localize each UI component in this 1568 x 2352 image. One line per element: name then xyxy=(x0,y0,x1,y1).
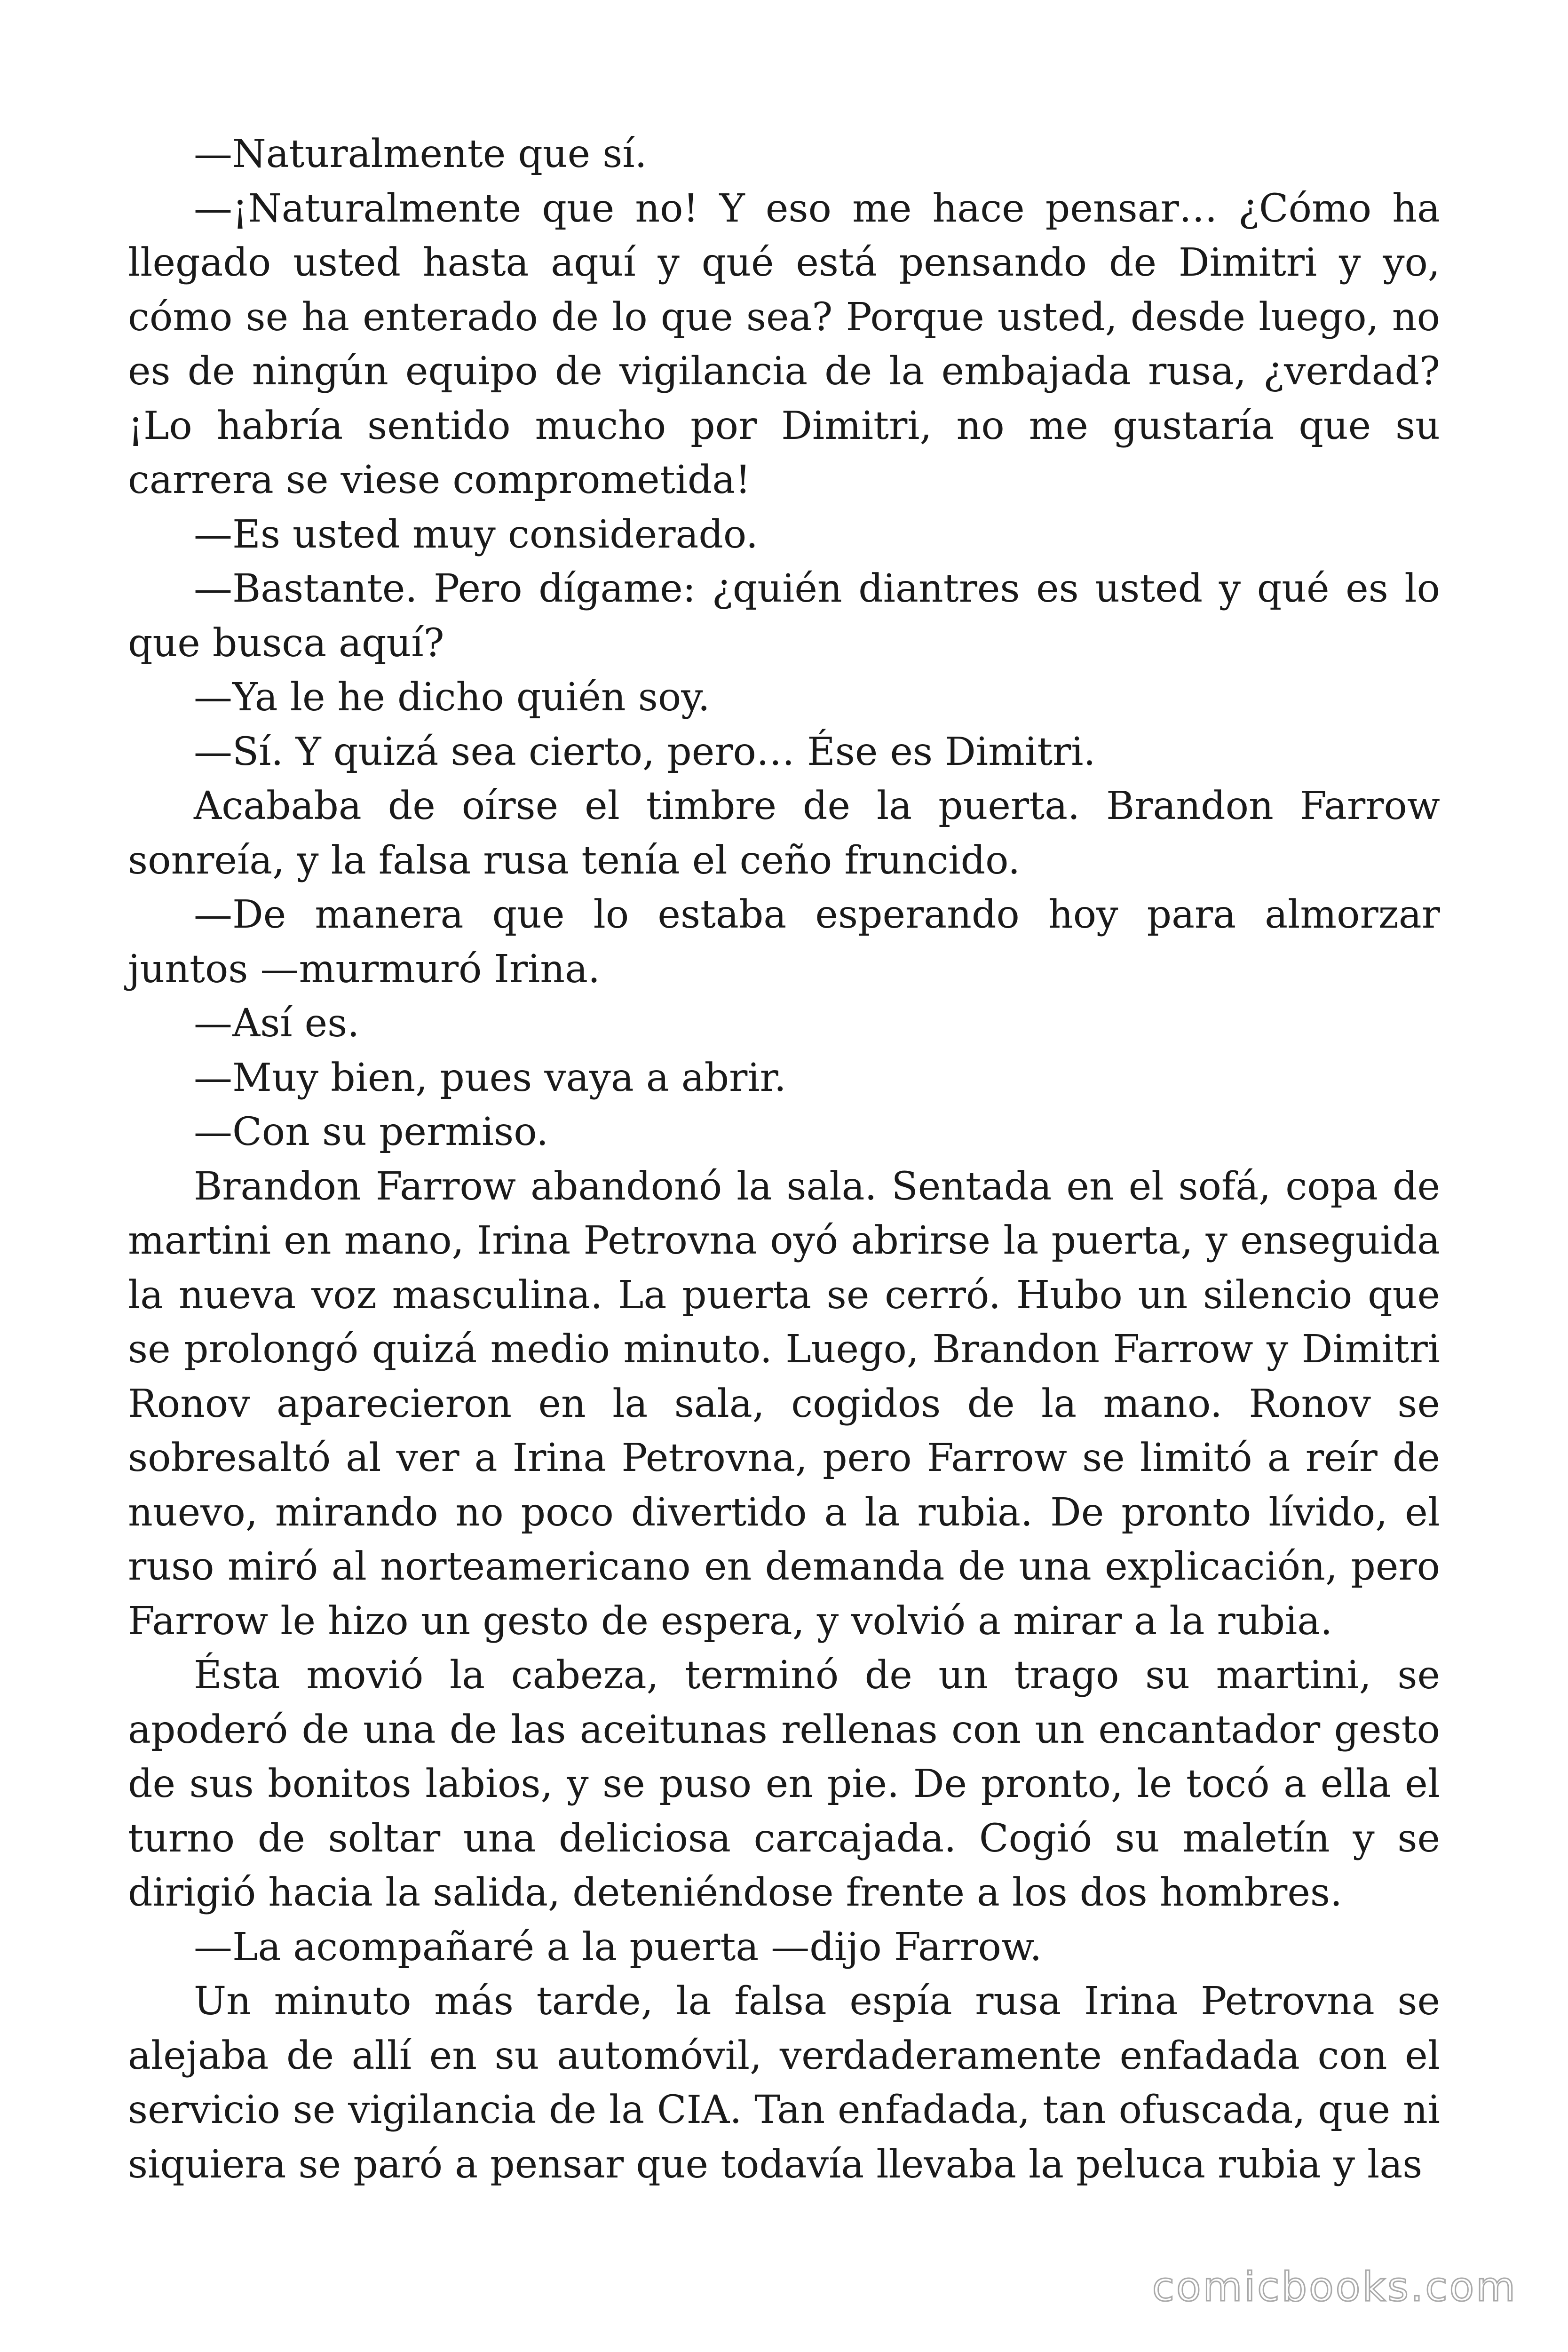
paragraph: —Es usted muy considerado. xyxy=(194,512,758,557)
paragraph: Brandon Farrow abandonó la sala. Sentada en el sofá, copa de martini en mano, Irina Petrovna oyó abrirse la puerta, y enseguida la nueva voz masculina. La puerta se cerró. Hubo un silencio que se prolongó quizá medio minuto. Luego, Brandon Farrow y Dimitri Ronov aparecieron en la sala, cogidos de la mano. Ronov se sobresaltó al ver a Irina Petrovna, pero Farrow se limitó a reír de nuevo, mirando no poco divertido a la rubia. De pronto lívido, el ruso miró al norteamericano en demanda de una explicación, pero Farrow le hizo un gesto de espera, y volvió a mirar a la rubia. xyxy=(128,1164,1440,1644)
book-page-text xyxy=(128,127,1440,2192)
paragraph: —Así es. xyxy=(194,1001,360,1046)
paragraph: —Sí. Y quizá sea cierto, pero… Ése es Dimitri. xyxy=(194,729,1096,774)
paragraph: Acababa de oírse el timbre de la puerta. Brandon Farrow sonreía, y la falsa rusa tenía el ceño fruncido. xyxy=(128,784,1440,883)
paragraph: —Ya le he dicho quién soy. xyxy=(194,675,710,720)
paragraph: —Naturalmente que sí. xyxy=(194,132,647,176)
paragraph: —La acompañaré a la puerta —dijo Farrow. xyxy=(194,1924,1042,1970)
paragraph: —De manera que lo estaba esperando hoy para almorzar juntos —murmuró Irina. xyxy=(128,892,1440,992)
paragraph: —Muy bien, pues vaya a abrir. xyxy=(194,1055,786,1100)
paragraph: Un minuto más tarde, la falsa espía rusa Irina Petrovna se alejaba de allí en su automóvil, verdaderamente enfadada con el servicio se vigilancia de la CIA. Tan enfadada, tan ofuscada, que ni siquiera se paró a pensar que todavía llevaba la peluca rubia y las xyxy=(128,1979,1440,2187)
watermark: comicbooks.com xyxy=(1152,2264,1517,2311)
paragraph: —Con su permiso. xyxy=(194,1110,549,1154)
paragraph: —¡Naturalmente que no! Y eso me hace pensar… ¿Cómo ha llegado usted hasta aquí y qué está pensando de Dimitri y yo, cómo se ha enterado de lo que sea? Porque usted, desde luego, no es de ningún equipo de vigilancia de la embajada rusa, ¿verdad? ¡Lo habría sentido mucho por Dimitri, no me gustaría que su carrera se viese comprometida! xyxy=(128,186,1440,502)
paragraph: —Bastante. Pero dígame: ¿quién diantres es usted y qué es lo que busca aquí? xyxy=(128,566,1440,666)
paragraph: Ésta movió la cabeza, terminó de un trago su martini, se apoderó de una de las aceitunas rellenas con un encantador gesto de sus bonitos labios, y se puso en pie. De pronto, le tocó a ella el turno de soltar una deliciosa carcajada. Cogió su maletín y se dirigió hacia la salida, deteniéndose frente a los dos hombres. xyxy=(128,1653,1440,1915)
